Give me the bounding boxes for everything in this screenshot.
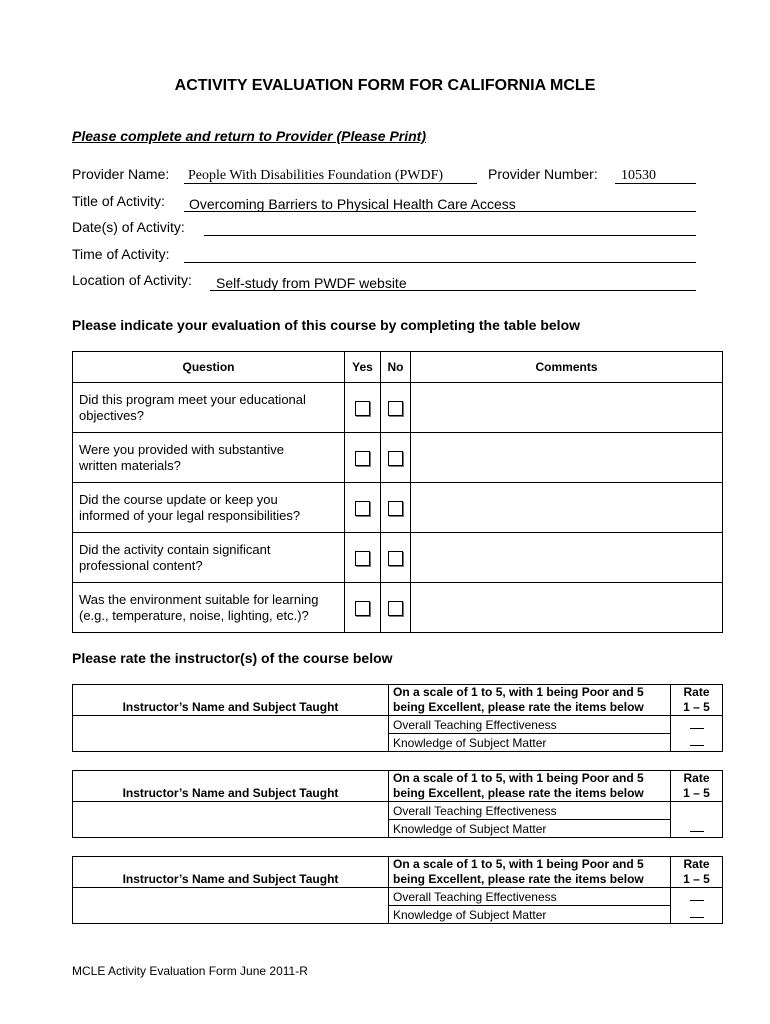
subject-knowledge-label: Knowledge of Subject Matter <box>389 734 671 752</box>
instructor-table <box>72 856 723 924</box>
instructor-table <box>72 684 723 752</box>
yes-header: Yes <box>345 352 381 383</box>
subject-knowledge-rate[interactable] <box>671 734 723 752</box>
activity-location-underline <box>210 290 696 291</box>
comments-cell[interactable] <box>411 433 723 483</box>
comments-cell[interactable] <box>411 383 723 433</box>
activity-time-field[interactable] <box>184 262 696 263</box>
form-footer: MCLE Activity Evaluation Form June 2011-R <box>72 964 308 978</box>
comments-header: Comments <box>411 352 723 383</box>
instructor-name-field[interactable] <box>73 888 389 924</box>
instructor-table <box>72 770 723 838</box>
provider-number-value[interactable]: 10530 <box>621 168 656 183</box>
activity-title-value[interactable]: Overcoming Barriers to Physical Health Care Access <box>189 196 516 212</box>
evaluation-row <box>73 383 723 433</box>
activity-dates-label: Date(s) of Activity: <box>72 219 185 235</box>
instructor-name-header: Instructor’s Name and Subject Taught <box>73 685 389 716</box>
instructor-heading: Please rate the instructor(s) of the course below <box>72 650 393 666</box>
provider-name-label: Provider Name: <box>72 166 170 182</box>
subject-knowledge-rate[interactable] <box>671 820 723 838</box>
form-instructions: Please complete and return to Provider (Please Print) <box>72 128 426 144</box>
provider-number-underline <box>615 183 696 184</box>
subject-knowledge-rate[interactable] <box>671 906 723 924</box>
provider-name-value[interactable]: People With Disabilities Foundation (PWDF) <box>188 168 444 183</box>
activity-title-label: Title of Activity: <box>72 193 165 209</box>
no-checkbox[interactable] <box>388 551 403 566</box>
subject-knowledge-label: Knowledge of Subject Matter <box>389 820 671 838</box>
rate-header: Rate 1 – 5 <box>671 771 723 802</box>
activity-dates-field[interactable] <box>204 235 696 236</box>
no-checkbox[interactable] <box>388 451 403 466</box>
question-text: Did the activity contain significant professional content? <box>73 533 345 583</box>
teaching-effectiveness-label: Overall Teaching Effectiveness <box>389 716 671 734</box>
question-text: Was the environment suitable for learning (e.g., temperature, noise, lighting, etc.)? <box>73 583 345 633</box>
rating-scale-text: On a scale of 1 to 5, with 1 being Poor and 5 being Excellent, please rate the items below <box>389 685 671 716</box>
rating-scale-text: On a scale of 1 to 5, with 1 being Poor and 5 being Excellent, please rate the items below <box>389 857 671 888</box>
instructor-name-header: Instructor’s Name and Subject Taught <box>73 857 389 888</box>
question-text: Did the course update or keep you informed of your legal responsibilities? <box>73 483 345 533</box>
evaluation-row <box>73 583 723 633</box>
provider-number-label: Provider Number: <box>488 166 598 182</box>
activity-location-label: Location of Activity: <box>72 272 192 288</box>
yes-checkbox[interactable] <box>355 551 370 566</box>
no-checkbox[interactable] <box>388 501 403 516</box>
question-text: Did this program meet your educational objectives? <box>73 383 345 433</box>
question-header: Question <box>73 352 345 383</box>
comments-cell[interactable] <box>411 533 723 583</box>
provider-name-underline <box>184 183 477 184</box>
teaching-effectiveness-label: Overall Teaching Effectiveness <box>389 802 671 820</box>
activity-title-underline <box>184 211 696 212</box>
instructor-name-field[interactable] <box>73 716 389 752</box>
form-title: ACTIVITY EVALUATION FORM FOR CALIFORNIA MCLE <box>174 77 596 94</box>
rating-scale-text: On a scale of 1 to 5, with 1 being Poor and 5 being Excellent, please rate the items below <box>389 771 671 802</box>
yes-checkbox[interactable] <box>355 451 370 466</box>
evaluation-row <box>73 433 723 483</box>
evaluation-row <box>73 533 723 583</box>
teaching-effectiveness-label: Overall Teaching Effectiveness <box>389 888 671 906</box>
no-header: No <box>381 352 411 383</box>
comments-cell[interactable] <box>411 483 723 533</box>
teaching-effectiveness-rate[interactable] <box>671 802 723 820</box>
yes-checkbox[interactable] <box>355 601 370 616</box>
instructor-name-header: Instructor’s Name and Subject Taught <box>73 771 389 802</box>
question-text: Were you provided with substantive written materials? <box>73 433 345 483</box>
rate-header: Rate 1 – 5 <box>671 857 723 888</box>
yes-checkbox[interactable] <box>355 401 370 416</box>
activity-time-label: Time of Activity: <box>72 246 170 262</box>
rate-header: Rate 1 – 5 <box>671 685 723 716</box>
no-checkbox[interactable] <box>388 601 403 616</box>
no-checkbox[interactable] <box>388 401 403 416</box>
evaluation-header-row <box>73 352 723 383</box>
instructor-name-field[interactable] <box>73 802 389 838</box>
teaching-effectiveness-rate[interactable] <box>671 888 723 906</box>
subject-knowledge-label: Knowledge of Subject Matter <box>389 906 671 924</box>
comments-cell[interactable] <box>411 583 723 633</box>
teaching-effectiveness-rate[interactable] <box>671 716 723 734</box>
evaluation-table <box>72 351 723 633</box>
evaluation-heading: Please indicate your evaluation of this course by completing the table below <box>72 317 581 333</box>
yes-checkbox[interactable] <box>355 501 370 516</box>
evaluation-row <box>73 483 723 533</box>
activity-location-value[interactable]: Self-study from PWDF website <box>216 275 407 291</box>
